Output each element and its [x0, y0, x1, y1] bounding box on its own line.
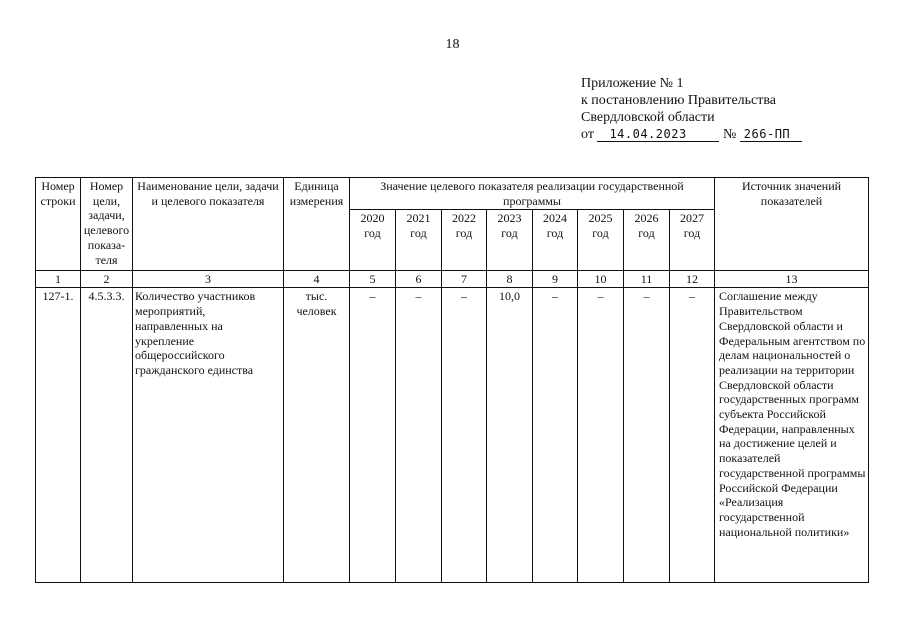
header-source: Источник значений показателей	[715, 178, 869, 271]
column-number: 8	[487, 271, 533, 288]
column-number: 4	[284, 271, 350, 288]
value-cell: –	[578, 288, 624, 583]
source-cell: Соглашение между Правительством Свердловской области и Федеральным агентством по делам национальностей о реализации на территории Свердловской области государственных программ субъекта Российской Федерации, направленных на достижение целей и показателей государственной программы Российской Федерации «Реализация государственной национальной политики»	[715, 288, 869, 583]
year-header: 2021 год	[396, 210, 442, 271]
value-cell: –	[350, 288, 396, 583]
appendix-title: Приложение № 1	[581, 76, 684, 91]
value-cell: 10,0	[487, 288, 533, 583]
number-label: №	[722, 127, 737, 142]
goal-number: 4.5.3.3.	[81, 288, 133, 583]
column-number: 1	[36, 271, 81, 288]
column-number: 6	[396, 271, 442, 288]
year-header: 2023 год	[487, 210, 533, 271]
indicator-name: Количество участников мероприятий, направленных на укрепление общероссийского гражданского единства	[133, 288, 284, 583]
year-header: 2024 год	[533, 210, 578, 271]
header-row	[36, 178, 869, 210]
year-header: 2022 год	[442, 210, 487, 271]
value-cell: –	[442, 288, 487, 583]
value-cell: –	[396, 288, 442, 583]
column-number: 2	[81, 271, 133, 288]
table-row	[36, 288, 869, 583]
year-header: 2025 год	[578, 210, 624, 271]
indicators-table	[35, 177, 869, 583]
column-number: 11	[624, 271, 670, 288]
header-name: Наименование цели, задачи и целевого показателя	[133, 178, 284, 271]
appendix-decree: к постановлению Правительства	[581, 93, 777, 108]
header-value-group: Значение целевого показателя реализации государственной программы	[350, 178, 715, 210]
value-cell: –	[670, 288, 715, 583]
header-row-no: Номер строки	[36, 178, 81, 271]
column-number: 3	[133, 271, 284, 288]
column-number: 13	[715, 271, 869, 288]
row-number: 127-1.	[36, 288, 81, 583]
unit-cell: тыс. человек	[284, 288, 350, 583]
column-number: 10	[578, 271, 624, 288]
appendix-header	[581, 75, 802, 143]
year-header: 2027 год	[670, 210, 715, 271]
column-number: 5	[350, 271, 396, 288]
header-unit: Единица измерения	[284, 178, 350, 271]
column-number: 9	[533, 271, 578, 288]
decree-number: 266-ПП	[740, 127, 802, 142]
value-cell: –	[624, 288, 670, 583]
header-goal-no: Номер цели, задачи, целевого показа-теля	[81, 178, 133, 271]
from-label: от	[581, 127, 594, 142]
decree-date: 14.04.2023	[597, 127, 719, 142]
year-header: 2026 год	[624, 210, 670, 271]
value-cell: –	[533, 288, 578, 583]
column-number-row	[36, 271, 869, 288]
year-header: 2020 год	[350, 210, 396, 271]
column-number: 7	[442, 271, 487, 288]
appendix-date-line	[581, 126, 802, 143]
column-number: 12	[670, 271, 715, 288]
page-number: 18	[445, 37, 460, 52]
appendix-region: Свердловской области	[581, 110, 715, 125]
